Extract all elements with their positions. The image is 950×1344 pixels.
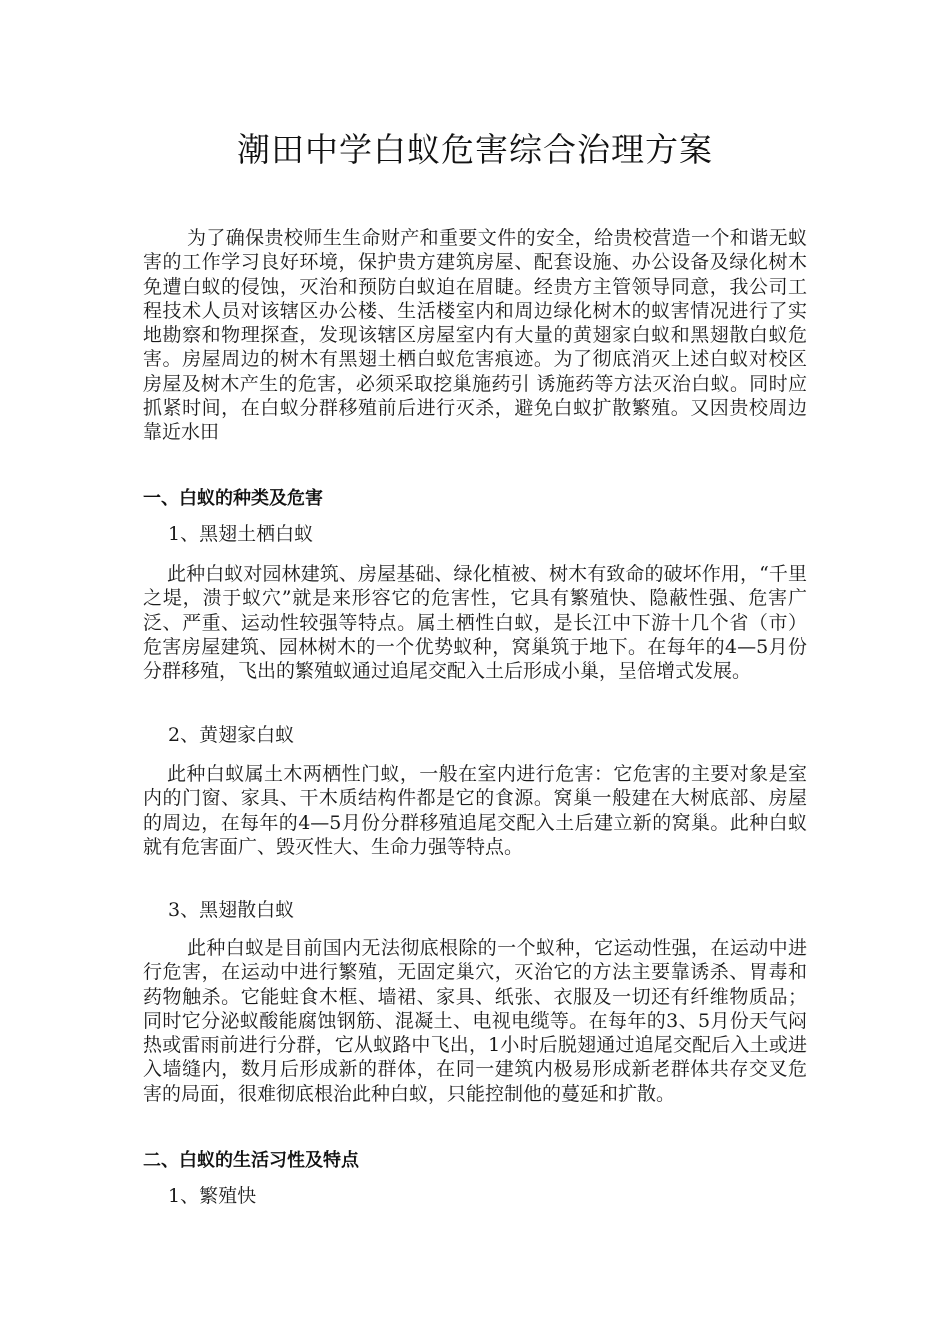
subheading-black-wing-scattered-termite: 3、黑翅散白蚁: [168, 899, 295, 921]
paragraph-black-wing-soil-termite: 此种白蚁对园林建筑、房屋基础、绿化植被、树木有致命的破坏作用，“千里之堤，溃于蚁穴”就是来形容它的危害性，它具有繁殖快、隐蔽性强、危害广泛、严重、运动性较强等特点。属土栖性白蚁，是长江中下游十几个省（市）危害房屋建筑、园林树木的一个优势蚁种，窝巢筑于地下。在每年的4—5月份分群移殖，飞出的繁殖蚁通过追尾交配入土后形成小巢，呈倍增式发展。: [143, 563, 807, 683]
subheading-black-wing-soil-termite: 1、黑翅土栖白蚁: [168, 523, 314, 545]
subheading-yellow-wing-house-termite: 2、黄翅家白蚁: [168, 724, 295, 746]
subheading-fast-breeding: 1、繁殖快: [168, 1185, 257, 1207]
section-heading-types: 一、白蚁的种类及危害: [143, 488, 323, 509]
document-title: 潮田中学白蚁危害综合治理方案: [237, 130, 713, 169]
section-heading-habits: 二、白蚁的生活习性及特点: [143, 1150, 359, 1171]
intro-paragraph: 为了确保贵校师生生命财产和重要文件的安全，给贵校营造一个和谐无蚁害的工作学习良好环境，保护贵方建筑房屋、配套设施、办公设备及绿化树木免遭白蚁的侵蚀，灭治和预防白蚁迫在眉睫。经贵方主管领导同意，我公司工程技术人员对该辖区办公楼、生活楼室内和周边绿化树木的蚁害情况进行了实地勘察和物理探查，发现该辖区房屋室内有大量的黄翅家白蚁和黑翅散白蚁危害。房屋周边的树木有黑翅土栖白蚁危害痕迹。为了彻底消灭上述白蚁对校区房屋及树木产生的危害，必须采取挖巢施药引 诱施药等方法灭治白蚁。同时应抓紧时间，在白蚁分群移殖前后进行灭杀，避免白蚁扩散繁殖。又因贵校周边靠近水田: [143, 227, 807, 444]
paragraph-black-wing-scattered-termite: 此种白蚁是目前国内无法彻底根除的一个蚁种，它运动性强，在运动中进行危害，在运动中进行繁殖，无固定巢穴，灭治它的方法主要靠诱杀、胃毒和药物触杀。它能蛀食木框、墙裙、家具、纸张、衣服及一切还有纤维物质品；同时它分泌蚁酸能腐蚀钢筋、混凝土、电视电缆等。在每年的3、5月份天气闷热或雷雨前进行分群，它从蚁路中飞出，1小时后脱翅通过追尾交配后入土或进入墙缝内，数月后形成新的群体，在同一建筑内极易形成新老群体共存交叉危害的局面，很难彻底根治此种白蚁，只能控制他的蔓延和扩散。: [143, 937, 807, 1105]
paragraph-yellow-wing-house-termite: 此种白蚁属土木两栖性门蚁，一般在室内进行危害：它危害的主要对象是室内的门窗、家具、干木质结构件都是它的食源。窝巢一般建在大树底部、房屋的周边，在每年的4—5月份分群移殖追尾交配入土后建立新的窝巢。此种白蚁就有危害面广、毁灭性大、生命力强等特点。: [143, 763, 807, 858]
